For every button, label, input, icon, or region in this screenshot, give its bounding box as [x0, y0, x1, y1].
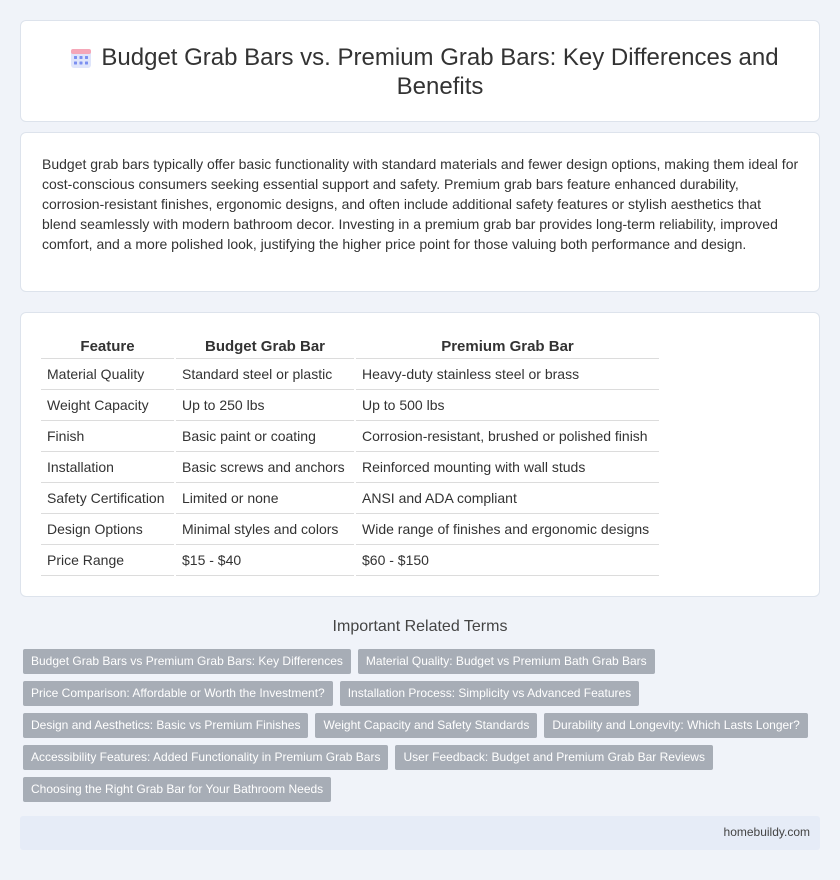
related-term-tag[interactable]: Installation Process: Simplicity vs Advanced Features: [340, 681, 639, 706]
cell-feature: Design Options: [41, 514, 175, 545]
table-row: [41, 483, 659, 514]
cell-premium: Reinforced mounting with wall studs: [355, 452, 659, 483]
table-row: [41, 421, 659, 452]
related-term-tag[interactable]: Price Comparison: Affordable or Worth the Investment?: [23, 681, 333, 706]
related-term-tag[interactable]: Choosing the Right Grab Bar for Your Bathroom Needs: [23, 777, 331, 802]
table-row: [41, 545, 659, 576]
table-header-row: [41, 333, 659, 359]
cell-premium: $60 - $150: [355, 545, 659, 576]
cell-budget: Minimal styles and colors: [175, 514, 355, 545]
cell-feature: Material Quality: [41, 359, 175, 390]
cell-premium: Corrosion-resistant, brushed or polished finish: [355, 421, 659, 452]
related-term-tag[interactable]: Durability and Longevity: Which Lasts Longer?: [544, 713, 807, 738]
related-term-tag[interactable]: Budget Grab Bars vs Premium Grab Bars: Key Differences: [23, 649, 351, 674]
intro-paragraph: Budget grab bars typically offer basic functionality with standard materials and fewer design options, making them ideal for cost-conscious consumers seeking essential support and safety. Premium grab bars feature enhanced durability, corrosion-resistant finishes, ergonomic designs, and often include additional safety features or stylish aesthetics that blend seamlessly with modern bathroom decor. Investing in a premium grab bar provides long-term reliability, improved comfort, and a more polished look, justifying the higher price point for those valuing both performance and design.: [42, 156, 799, 252]
comparison-table: [41, 333, 659, 576]
cell-budget: Up to 250 lbs: [175, 390, 355, 421]
related-term-tag[interactable]: Material Quality: Budget vs Premium Bath Grab Bars: [358, 649, 655, 674]
header-feature: Feature: [41, 333, 175, 359]
cell-budget: Basic paint or coating: [175, 421, 355, 452]
title-card: [20, 20, 820, 122]
page-title: Budget Grab Bars vs. Premium Grab Bars: Key Differences and Benefits: [101, 44, 779, 100]
table-row: [41, 359, 659, 390]
related-term-tag[interactable]: Accessibility Features: Added Functionality in Premium Grab Bars: [23, 745, 388, 770]
table-row: [41, 390, 659, 421]
cell-feature: Price Range: [41, 545, 175, 576]
header-premium: Premium Grab Bar: [355, 333, 659, 359]
cell-feature: Safety Certification: [41, 483, 175, 514]
cell-feature: Finish: [41, 421, 175, 452]
cell-budget: Standard steel or plastic: [175, 359, 355, 390]
table-row: [41, 452, 659, 483]
related-term-tag[interactable]: User Feedback: Budget and Premium Grab Bar Reviews: [395, 745, 712, 770]
cell-budget: Basic screws and anchors: [175, 452, 355, 483]
related-terms-heading: Important Related Terms: [332, 618, 508, 635]
cell-feature: Installation: [41, 452, 175, 483]
table-row: [41, 514, 659, 545]
cell-premium: Wide range of finishes and ergonomic designs: [355, 514, 659, 545]
cell-feature: Weight Capacity: [41, 390, 175, 421]
comparison-table-card: [20, 312, 820, 597]
cell-budget: $15 - $40: [175, 545, 355, 576]
cell-budget: Limited or none: [175, 483, 355, 514]
footer-site-link[interactable]: homebuildy.com: [723, 825, 810, 839]
related-term-tag[interactable]: Design and Aesthetics: Basic vs Premium Finishes: [23, 713, 308, 738]
cell-premium: ANSI and ADA compliant: [355, 483, 659, 514]
related-terms-list: [23, 649, 823, 809]
related-term-tag[interactable]: Weight Capacity and Safety Standards: [315, 713, 537, 738]
intro-card: [20, 132, 820, 292]
cell-premium: Up to 500 lbs: [355, 390, 659, 421]
footer: [20, 816, 820, 850]
header-budget: Budget Grab Bar: [175, 333, 355, 359]
cell-premium: Heavy-duty stainless steel or brass: [355, 359, 659, 390]
